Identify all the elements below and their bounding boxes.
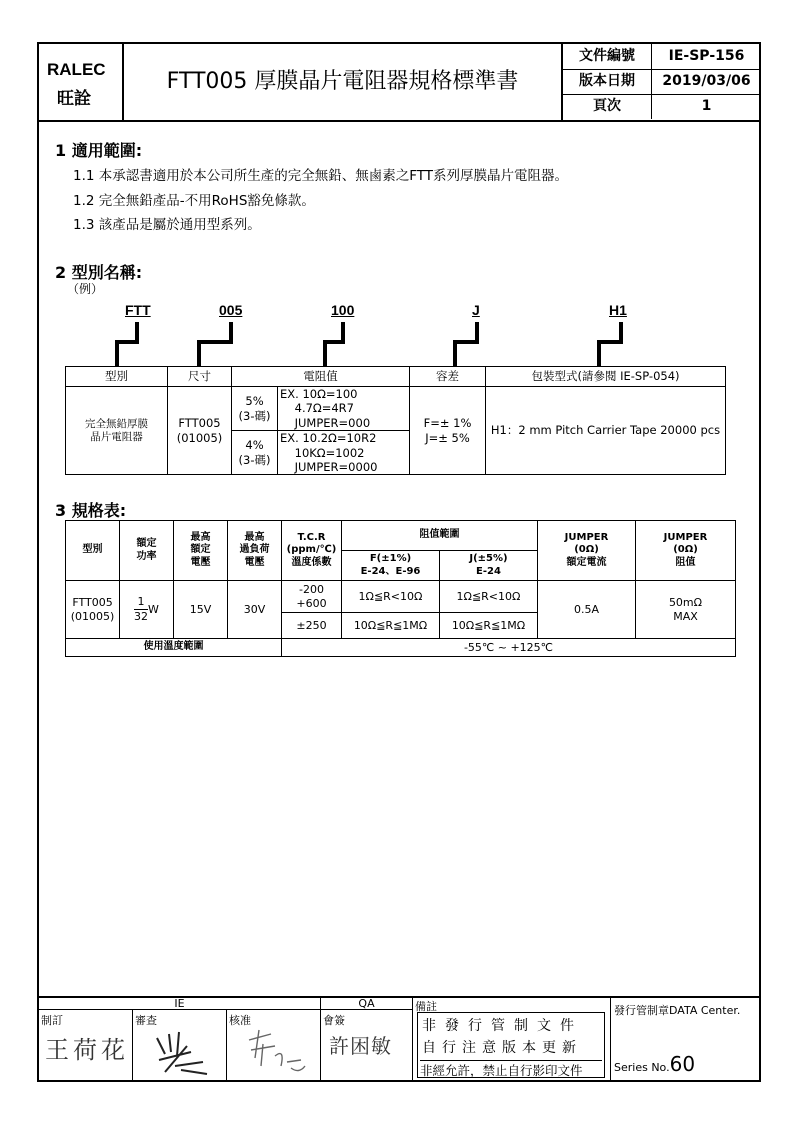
specification-table xyxy=(65,520,736,657)
section1-item: 1.1 本承認書適用於本公司所生產的完全無鉛、無鹵素之FTT系列厚膜晶片電阻器。 xyxy=(73,168,569,184)
cell-tolerance: F=± 1% J=± 5% xyxy=(410,387,486,475)
code-size: 005 xyxy=(219,302,243,318)
cell-type: 完全無鉛厚膜 晶片電阻器 xyxy=(66,387,168,475)
stamp-cell xyxy=(612,998,759,1082)
code-tolerance: J xyxy=(472,302,480,318)
countersign-label: 會簽 xyxy=(323,1014,345,1027)
document-header xyxy=(39,44,759,122)
th-rated-power: 額定 功率 xyxy=(120,521,174,581)
made-by-signature: 王荷花 xyxy=(45,1036,129,1064)
cell-size: FTT005 (01005) xyxy=(168,387,232,475)
remark-cell xyxy=(413,998,611,1082)
series-label: Series No. xyxy=(614,1061,670,1074)
document-page xyxy=(37,42,761,1082)
th-packaging: 包裝型式(請參閱 IE-SP-054) xyxy=(486,367,726,387)
th-f-range: F(±1%) E-24、E-96 xyxy=(342,551,440,581)
cell-tol5: 5% (3-碼) xyxy=(232,387,278,431)
cell-packaging: H1：2 mm Pitch Carrier Tape 20000 pcs xyxy=(486,387,726,475)
cell-tcr-1: -200 +600 xyxy=(282,581,342,613)
th-resistance-range: 阻值範圍 xyxy=(342,521,538,551)
code-connector-lines xyxy=(39,320,759,366)
section1-item: 1.2 完全無鉛產品-不用RoHS豁免條款。 xyxy=(73,193,315,209)
code-resistance: 100 xyxy=(331,302,355,318)
cell-j-range-1: 1Ω≦R<10Ω xyxy=(440,581,538,613)
page-label: 頁次 xyxy=(563,94,652,119)
review-cell xyxy=(133,1010,227,1082)
approval-footer xyxy=(39,996,759,1082)
notice-line-3: 非經允許，禁止自行影印文件 xyxy=(420,1060,602,1079)
made-by-cell xyxy=(39,1010,133,1082)
cell-temp-value: -55℃ ~ +125℃ xyxy=(282,639,736,657)
date-value: 2019/03/06 xyxy=(662,73,751,89)
cell-tol4: 4% (3-碼) xyxy=(232,431,278,475)
cell-f-range-2: 10Ω≦R≦1MΩ xyxy=(342,613,440,639)
series-number xyxy=(614,1052,695,1076)
cell-tcr-2: ±250 xyxy=(282,613,342,639)
power-unit: W xyxy=(148,602,159,616)
notice-line-1: 非發行管制文件 xyxy=(422,1018,583,1034)
th-max-voltage: 最高 額定 電壓 xyxy=(174,521,228,581)
th-spec-type: 型別 xyxy=(66,521,120,581)
th-size: 尺寸 xyxy=(168,367,232,387)
page-value: 1 xyxy=(701,98,712,114)
review-label: 審查 xyxy=(135,1014,157,1027)
company-name-zh: 旺詮 xyxy=(57,89,91,109)
th-tcr: T.C.R (ppm/℃) 溫度係數 xyxy=(282,521,342,581)
th-j-range: J(±5%) E-24 xyxy=(440,551,538,581)
cell-example-5: EX. 10Ω=100 4.7Ω=4R7 JUMPER=000 xyxy=(278,387,410,431)
countersign-signature: 許困敏 xyxy=(329,1034,392,1058)
date-label: 版本日期 xyxy=(563,69,652,94)
cell-max-overload: 30V xyxy=(228,581,282,639)
type-designation-table xyxy=(65,366,726,475)
example-label: （例） xyxy=(67,282,104,296)
document-meta xyxy=(561,44,761,120)
section1-heading: 1 適用範圍: xyxy=(55,141,143,160)
cell-j-range-2: 10Ω≦R≦1MΩ xyxy=(440,613,538,639)
stamp-label: 發行管制章DATA Center. xyxy=(614,1004,741,1017)
company-name-en: RALEC xyxy=(47,60,106,79)
series-value: 60 xyxy=(669,1052,696,1076)
company-logo xyxy=(39,44,124,120)
approve-label: 核准 xyxy=(229,1014,251,1027)
ie-label: IE xyxy=(39,998,321,1010)
th-jumper-current: JUMPER (0Ω) 額定電流 xyxy=(538,521,636,581)
power-numerator: 1 xyxy=(134,595,148,610)
cell-jumper-current: 0.5A xyxy=(538,581,636,639)
power-denominator: 32 xyxy=(134,610,149,623)
approve-cell xyxy=(227,1010,321,1082)
th-jumper-resistance: JUMPER (0Ω) 阻值 xyxy=(636,521,736,581)
notice-line-2: 自行注意版本更新 xyxy=(422,1040,582,1056)
control-notice-box xyxy=(417,1012,605,1078)
approve-signature xyxy=(241,1026,311,1078)
section2-heading: 2 型別名稱: xyxy=(55,263,143,282)
doc-no-label: 文件編號 xyxy=(563,44,652,69)
th-type: 型別 xyxy=(66,367,168,387)
qa-label: QA xyxy=(321,998,413,1010)
review-signature xyxy=(151,1026,213,1078)
code-series: FTT xyxy=(125,302,151,318)
code-packaging: H1 xyxy=(609,302,627,318)
cell-rated-power xyxy=(120,581,174,639)
cell-temp-label: 使用溫度範圍 xyxy=(66,639,282,657)
th-max-overload: 最高 過負荷 電壓 xyxy=(228,521,282,581)
cell-f-range-1: 1Ω≦R<10Ω xyxy=(342,581,440,613)
made-by-label: 制訂 xyxy=(41,1014,63,1027)
cell-jumper-resistance: 50mΩ MAX xyxy=(636,581,736,639)
section3-heading: 3 規格表: xyxy=(55,501,127,520)
countersign-cell xyxy=(321,1010,413,1082)
cell-spec-type: FTT005 (01005) xyxy=(66,581,120,639)
cell-max-voltage: 15V xyxy=(174,581,228,639)
section1-item: 1.3 該產品是屬於通用型系列。 xyxy=(73,217,261,233)
cell-example-4: EX. 10.2Ω=10R2 10KΩ=1002 JUMPER=0000 xyxy=(278,431,410,475)
remark-label: 備註 xyxy=(415,1000,437,1013)
doc-no-value: IE-SP-156 xyxy=(668,48,745,64)
th-resistance: 電阻值 xyxy=(232,367,410,387)
document-title: FTT005 厚膜晶片電阻器規格標準書 xyxy=(166,69,519,94)
th-tolerance: 容差 xyxy=(410,367,486,387)
